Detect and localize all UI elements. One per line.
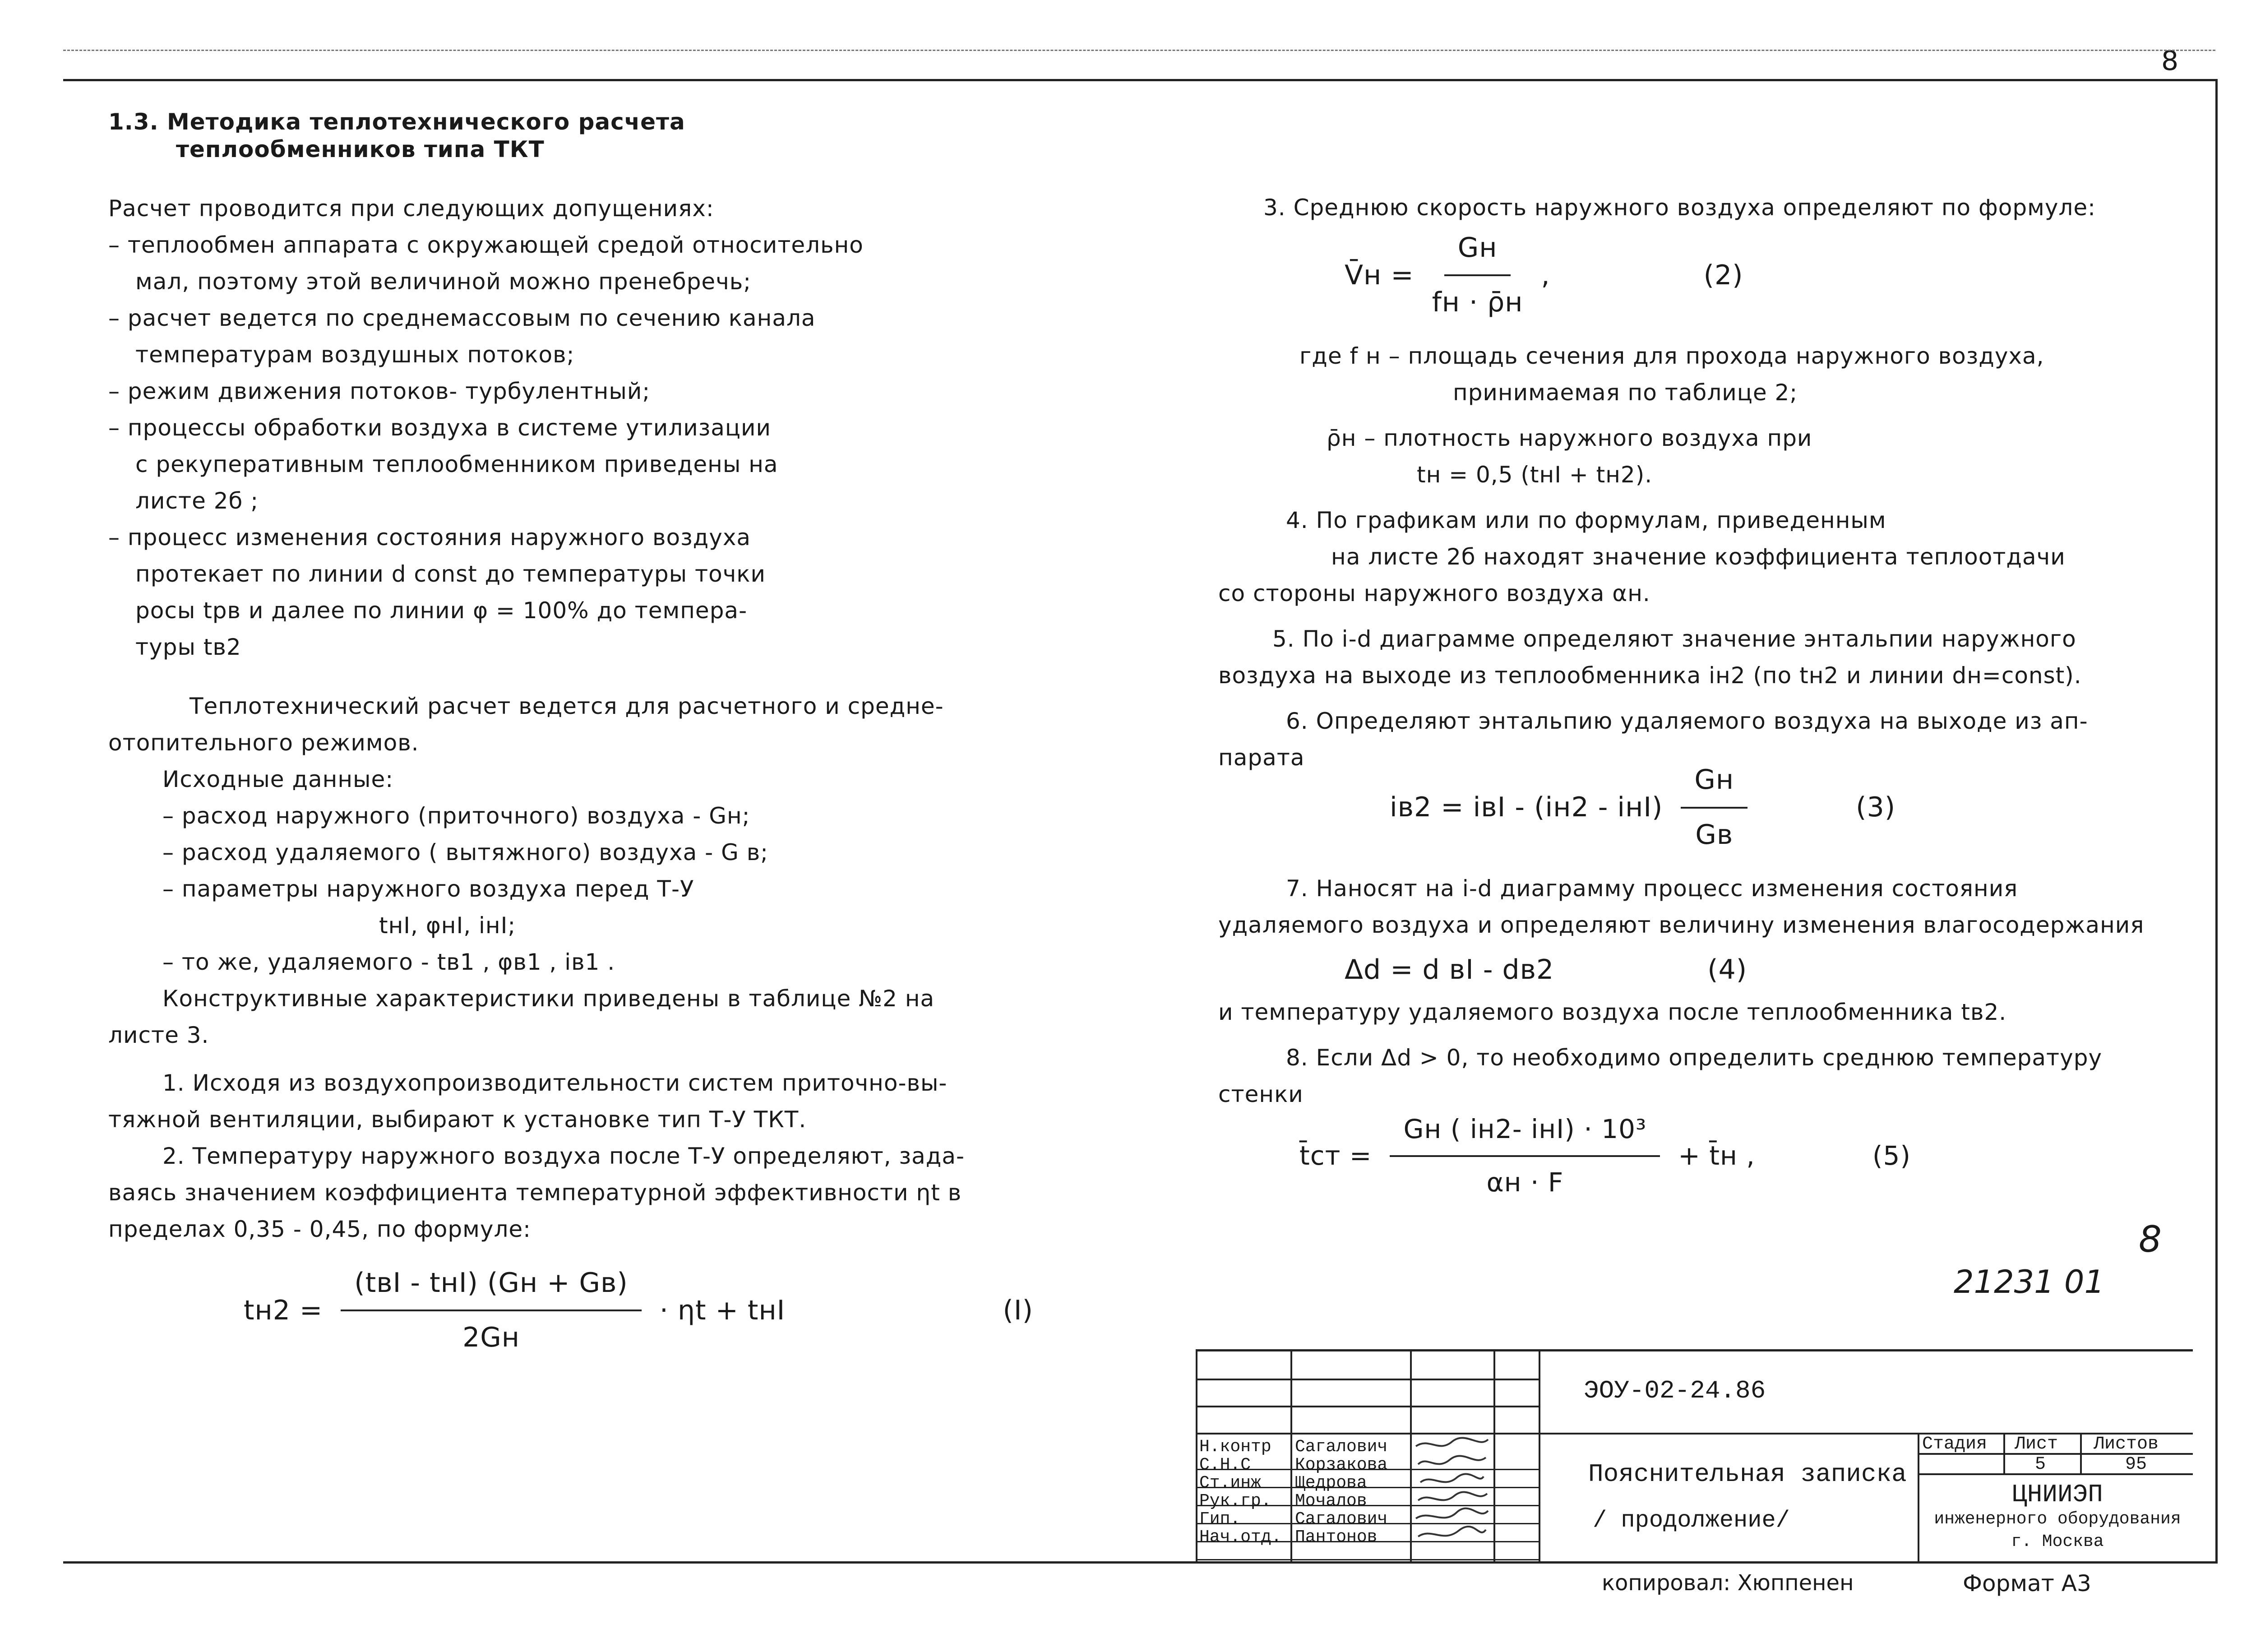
name-5: Сагалович (1295, 1509, 1388, 1529)
formula-3-fraction (1681, 758, 1747, 856)
org-division: инженерного оборудования (1934, 1509, 2181, 1529)
input-1: – расход наружного (приточного) воздуха - Gн; (162, 803, 750, 829)
left-column (108, 104, 1033, 1373)
formula-2-lhs: V̄н = (1345, 259, 1414, 291)
document-code: ЭОУ-02-24.86 (1584, 1376, 1766, 1405)
formula-5-numerator: Gн ( iн2- iнI) · 10³ (1390, 1108, 1660, 1157)
step-7: 7. Наносят на i-d диаграмму процесс изменения состояния (1286, 875, 2018, 902)
formula-1-denominator: 2Gн (462, 1322, 520, 1354)
signatures (1411, 1435, 1493, 1561)
step-8-cont: стенки (1218, 1081, 1304, 1107)
org-name: ЦНИИЭП (2012, 1480, 2103, 1509)
where-rho: ρ̄н – плотность наружного воздуха при (1327, 425, 1812, 452)
assumption-5-cont3: туры tв2 (135, 634, 241, 660)
step-5: 5. По i-d диаграмме определяют значение энтальпии наружного (1272, 626, 2076, 652)
assumption-5-cont: протекает по линии d const до температуры точки (135, 561, 766, 587)
name-3: Щедрова (1295, 1473, 1367, 1493)
formula-5-lhs: t̄ст = (1299, 1140, 1372, 1171)
formula-1 (244, 1261, 1033, 1360)
name-2: Корзакова (1295, 1455, 1388, 1475)
section-heading: 1.3. Методика теплотехнического расчета (108, 109, 685, 135)
sheets-value: 95 (2125, 1454, 2147, 1475)
step-3: 3. Среднюю скорость наружного воздуха определяют по формуле: (1263, 194, 2096, 221)
formula-1-numerator: (tвI - tнI) (Gн + Gв) (341, 1261, 642, 1311)
sheets-label: Листов (2094, 1434, 2159, 1454)
formula-3-lhs: iв2 = iвI - (iн2 - iнI) (1390, 791, 1663, 823)
top-dashed-line (63, 50, 2215, 51)
step-4-cont: на листе 2б находят значение коэффициента теплоотдачи (1331, 544, 2066, 570)
formula-1-lhs: tн2 = (244, 1294, 323, 1326)
formula-2-comma: , (1541, 259, 1550, 291)
calc-mode: Теплотехнический расчет ведется для расчетного и средне- (190, 693, 944, 719)
assumption-4-cont: с рекуперативным теплообменником приведены на (135, 451, 778, 477)
step-5-cont: воздуха на выходе из теплообменника iн2 (по tн2 и линии dн=const). (1218, 662, 2082, 689)
name-4: Мочалов (1295, 1491, 1367, 1511)
formula-1-fraction (341, 1261, 642, 1360)
formula-2 (1345, 226, 2188, 324)
role-ruk-gr: Рук.гр. (1199, 1491, 1271, 1511)
assumption-4: – процессы обработки воздуха в системе утилизации (108, 415, 771, 441)
constructive-chars: Конструктивные характеристики приведены в таблице №2 на (162, 986, 935, 1012)
formula-2-number: (2) (1703, 259, 1743, 291)
document-title: Пояснительная записка (1588, 1460, 1907, 1489)
formula-5-fraction (1390, 1108, 1660, 1204)
formula-4-expr: Δd = d вI - dв2 (1345, 953, 1554, 986)
right-column (1218, 190, 2188, 1217)
sheet-format: Формат А3 (1963, 1570, 2091, 1596)
step-4-cont2: со стороны наружного воздуха αн. (1218, 580, 1650, 607)
formula-4 (1345, 948, 2188, 992)
role-snc: С.Н.С (1199, 1455, 1251, 1475)
org-city: г. Москва (2011, 1532, 2104, 1551)
formula-5-denominator: αн · F (1486, 1166, 1564, 1198)
input-3: – параметры наружного воздуха перед Т-У (162, 876, 694, 902)
formula-1-rhs: · ηt + tнI (659, 1294, 786, 1326)
step-6: 6. Определяют энтальпию удаляемого воздуха на выходе из ап- (1286, 708, 2088, 735)
assumption-4-cont2: листе 2б ; (135, 488, 259, 514)
section-heading-cont: теплообменников типа ТКТ (176, 136, 545, 162)
formula-4-number: (4) (1707, 953, 1747, 986)
formula-2-numerator: Gн (1444, 226, 1511, 276)
stage-label: Стадия (1922, 1434, 1988, 1454)
name-6: Пантонов (1295, 1527, 1378, 1547)
step-8: 8. Если Δd > 0, то необходимо определить среднюю температуру (1286, 1044, 2103, 1071)
formula-1-number: (I) (1003, 1294, 1033, 1326)
formula-2-denominator: fн · ρ̄н (1432, 287, 1523, 319)
step-7-cont: удаляемого воздуха и определяют величину изменения влагосодержания (1218, 912, 2145, 938)
input-4: – то же, удаляемого - tв1 , φв1 , iв1 . (162, 949, 615, 975)
step-7-cont2: и температуру удаляемого воздуха после теплообменника tв2. (1218, 999, 2007, 1025)
role-nach-otd: Нач.отд. (1199, 1527, 1282, 1547)
assumption-1: – теплообмен аппарата с окружающей средой относительно (108, 232, 864, 258)
input-3-params: tнI, φнI, iнI; (379, 912, 516, 939)
step-2-cont2: пределах 0,35 - 0,45, по формуле: (108, 1216, 532, 1242)
assumption-5: – процесс изменения состояния наружного воздуха (108, 524, 751, 551)
step-1-cont: тяжной вентиляции, выбирают к установке тип Т-У ТКТ. (108, 1106, 807, 1133)
copied-by: копировал: Хюппенен (1602, 1570, 1854, 1596)
formula-5-number: (5) (1872, 1140, 1911, 1171)
handwritten-sheet-number: 8 (2139, 1218, 2162, 1260)
formula-3-numerator: Gн (1681, 758, 1747, 808)
page-corner-number: 8 (2161, 45, 2179, 77)
formula-3-number: (3) (1856, 791, 1896, 823)
sheet-value: 5 (2035, 1454, 2046, 1475)
formula-3 (1390, 758, 2188, 856)
step-1: 1. Исходя из воздухопроизводительности систем приточно-вы- (162, 1070, 948, 1096)
where-fn: где f н – площадь сечения для прохода наружного воздуха, (1299, 343, 2044, 370)
assumption-2-cont: температурам воздушных потоков; (135, 342, 575, 368)
assumption-3: – режим движения потоков- турбулентный; (108, 378, 651, 404)
step-4: 4. По графикам или по формулам, приведенным (1286, 507, 1886, 534)
sheet-label: Лист (2015, 1434, 2058, 1454)
formula-3-denominator: Gв (1695, 819, 1734, 851)
input-2: – расход удаляемого ( вытяжного) воздуха - G в; (162, 839, 769, 865)
assumption-1-cont: мал, поэтому этой величиной можно пренебречь; (135, 268, 752, 295)
formula-5 (1299, 1108, 2188, 1204)
role-gip: Гип. (1199, 1509, 1241, 1529)
step-2-cont: ваясь значением коэффициента температурной эффективности ηt в (108, 1180, 962, 1206)
step-2: 2. Температуру наружного воздуха после Т-У определяют, зада- (162, 1143, 965, 1169)
document-subtitle: / продолжение/ (1593, 1507, 1790, 1534)
formula-5-rhs: + t̄н , (1678, 1140, 1755, 1171)
assumptions-intro: Расчет проводится при следующих допущениях: (108, 195, 714, 222)
calc-mode-cont: отопительного режимов. (108, 730, 419, 756)
handwritten-code: 21231 01 (1954, 1263, 2105, 1300)
step-6-cont: парата (1218, 745, 1305, 771)
where-rho-cont: tн = 0,5 (tнI + tн2). (1417, 462, 1653, 488)
formula-2-fraction (1432, 226, 1523, 324)
role-st-inzh: Ст.инж (1199, 1473, 1261, 1493)
role-n-kontr: Н.контр (1199, 1437, 1271, 1457)
input-data-title: Исходные данные: (162, 766, 394, 792)
assumption-5-cont2: росы tрв и далее по линии φ = 100% до темпера- (135, 597, 748, 624)
title-block (1196, 1349, 2193, 1564)
assumption-2: – расчет ведется по среднемассовым по сечению канала (108, 305, 816, 331)
constructive-chars-cont: листе 3. (108, 1022, 209, 1048)
where-fn-cont: принимаемая по таблице 2; (1453, 379, 1798, 406)
name-1: Сагалович (1295, 1437, 1388, 1457)
